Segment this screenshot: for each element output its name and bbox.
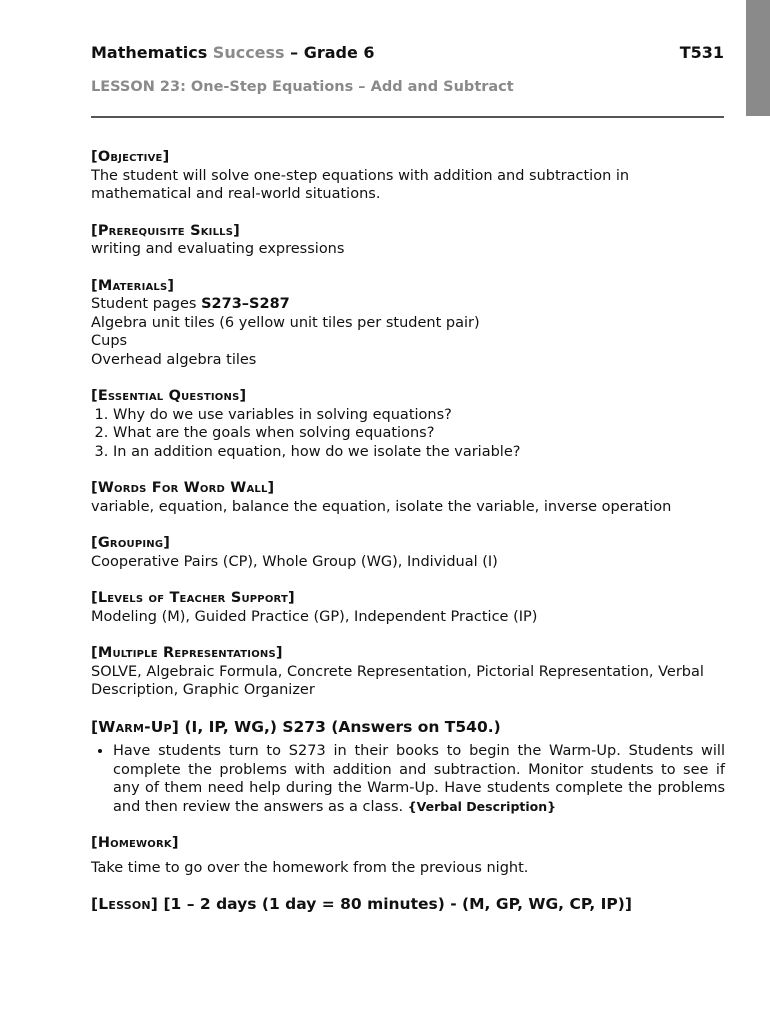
materials-item: Cups — [91, 333, 128, 349]
lesson-heading-details: [1 – 2 days (1 day = 80 minutes) - (M, GP, WG, CP, IP)] — [158, 895, 632, 913]
book-title-part1: Mathematics — [91, 43, 213, 62]
representations-section — [91, 644, 725, 700]
essential-question: 1. Why do we use variables in solving equations? — [113, 406, 725, 425]
lesson-title: LESSON 23: One-Step Equations – Add and Subtract — [91, 79, 514, 95]
lesson-section — [91, 895, 725, 914]
student-pages-label: Student pages — [91, 296, 202, 312]
warmup-heading: [Warm-Up] — [91, 717, 180, 736]
prerequisite-heading: [Prerequisite Skills] — [91, 222, 240, 239]
essential-question: 3. In an addition equation, how do we isolate the variable? — [113, 443, 725, 462]
book-title-success: Success — [212, 43, 285, 62]
materials-heading: [Materials] — [91, 277, 175, 294]
lesson-heading-line — [91, 895, 725, 914]
warmup-representation-tag: {Verbal Description} — [407, 798, 557, 814]
warmup-list — [91, 742, 725, 816]
grouping-text: Cooperative Pairs (CP), Whole Group (WG), Individual (I) — [91, 553, 498, 570]
section-tab-marker — [746, 0, 770, 116]
warmup-bullet-text: Have students turn to S273 in their books to begin the Warm-Up. Students will complete the problems with addition and subtraction. Monitor students to see if any of them need help during the Warm-Up. Have students complete the problems and then review the answers as a class. — [113, 743, 725, 815]
essential-questions-section — [91, 387, 725, 461]
warmup-section — [91, 718, 725, 817]
teacher-support-text: Modeling (M), Guided Practice (GP), Independent Practice (IP) — [91, 608, 538, 625]
homework-heading: [Homework] — [91, 835, 179, 851]
teacher-support-section — [91, 589, 725, 626]
lesson-heading: [Lesson] — [91, 895, 159, 913]
materials-item: Overhead algebra tiles — [91, 351, 257, 368]
word-wall-text: variable, equation, balance the equation, isolate the variable, inverse operation — [91, 498, 672, 515]
lesson-plan-body — [91, 148, 725, 932]
objective-text: The student will solve one-step equations with addition and subtraction in mathematical and real-world situations. — [91, 167, 630, 202]
materials-item: Algebra unit tiles (6 yellow unit tiles per student pair) — [91, 314, 480, 331]
warmup-heading-details: (I, IP, WG,) S273 (Answers on T540.) — [179, 717, 501, 736]
grouping-heading: [Grouping] — [91, 535, 171, 551]
teacher-support-heading: [Levels of Teacher Support] — [91, 590, 295, 606]
essential-questions-heading: [Essential Questions] — [91, 388, 247, 404]
materials-student-pages — [91, 295, 725, 314]
grouping-section — [91, 534, 725, 571]
student-pages-range: S273–S287 — [201, 296, 290, 312]
homework-text: Take time to go over the homework from the previous night. — [91, 859, 529, 876]
book-title — [91, 43, 375, 62]
word-wall-heading: [Words For Word Wall] — [91, 480, 275, 496]
warmup-heading-line — [91, 718, 725, 737]
word-wall-section — [91, 479, 725, 516]
prerequisite-section — [91, 222, 725, 259]
header-divider — [91, 116, 724, 118]
essential-questions-list — [91, 406, 725, 462]
objective-heading: [Objective] — [91, 149, 170, 165]
representations-text: SOLVE, Algebraic Formula, Concrete Representation, Pictorial Representation, Verbal Description, Graphic Organizer — [91, 663, 704, 698]
page-number: T531 — [679, 43, 724, 62]
objective-section — [91, 148, 725, 204]
book-title-part2: – Grade 6 — [284, 43, 375, 62]
homework-section — [91, 834, 725, 877]
representations-heading: [Multiple Representations] — [91, 645, 283, 661]
essential-question: 2. What are the goals when solving equations? — [113, 424, 725, 443]
materials-section — [91, 277, 725, 370]
warmup-bullet — [113, 742, 725, 816]
prerequisite-text: writing and evaluating expressions — [91, 241, 345, 257]
